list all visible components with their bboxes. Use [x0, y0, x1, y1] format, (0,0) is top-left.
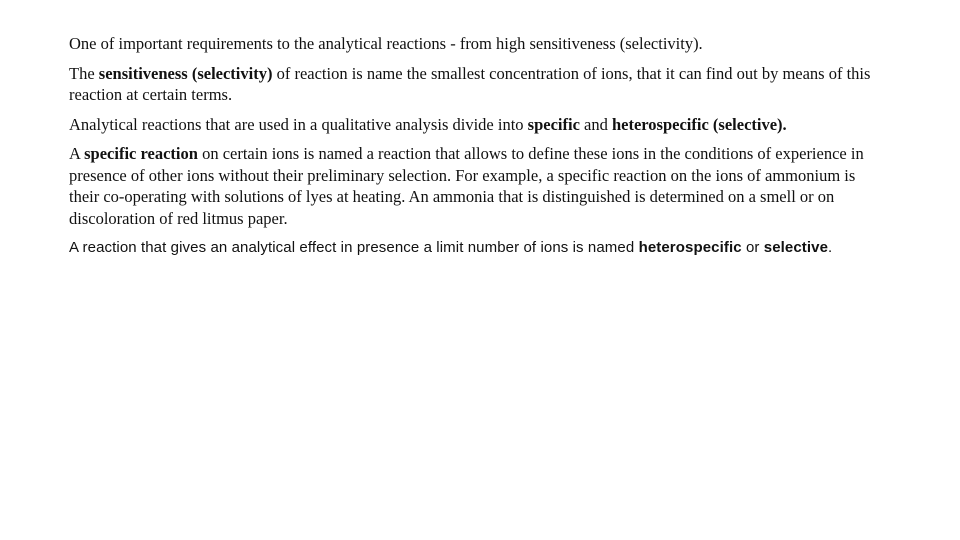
paragraph-specific-reaction	[69, 143, 884, 229]
sensitiveness-definition: of reaction is name the smallest concentration of ions, that it can find out by means of this reaction at certain terms.	[69, 63, 871, 104]
slide-content	[69, 33, 884, 267]
sensitiveness-intro: The	[69, 63, 99, 83]
classification-intro: Analytical reactions that are used in a qualitative analysis divide into	[69, 114, 528, 134]
paragraph-heterospecific	[69, 237, 884, 259]
classification-and: and	[579, 114, 612, 134]
requirements-text: One of important requirements to the analytical reactions - from high sensitiveness (selectivity).	[69, 34, 703, 53]
heterospecific-intro: A reaction that gives an analytical effect in presence a limit number of ions is named	[69, 239, 639, 256]
specific-term: specific	[527, 114, 580, 134]
paragraph-classification	[69, 114, 884, 136]
heterospecific-period: .	[828, 239, 833, 256]
specific-reaction-intro: A	[69, 144, 85, 163]
selective-word: selective	[763, 239, 829, 256]
specific-reaction-term: specific reaction	[84, 144, 198, 163]
paragraph-requirements	[69, 33, 884, 55]
paragraph-sensitiveness	[69, 63, 884, 106]
specific-reaction-definition: on certain ions is named a reaction that allows to define these ions in the conditions of experience in presence of other ions without their preliminary selection. For example, a specific reaction on the ions of ammonium is their co-operating with solutions of lyes at heating. An ammonia that is distinguished is determined on a smell or on discoloration of red litmus paper.	[69, 144, 864, 228]
heterospecific-term: heterospecific (selective).	[611, 114, 787, 134]
heterospecific-word: heterospecific	[638, 239, 742, 256]
sensitiveness-term: sensitiveness (selectivity)	[98, 63, 273, 83]
heterospecific-or: or	[741, 239, 764, 256]
